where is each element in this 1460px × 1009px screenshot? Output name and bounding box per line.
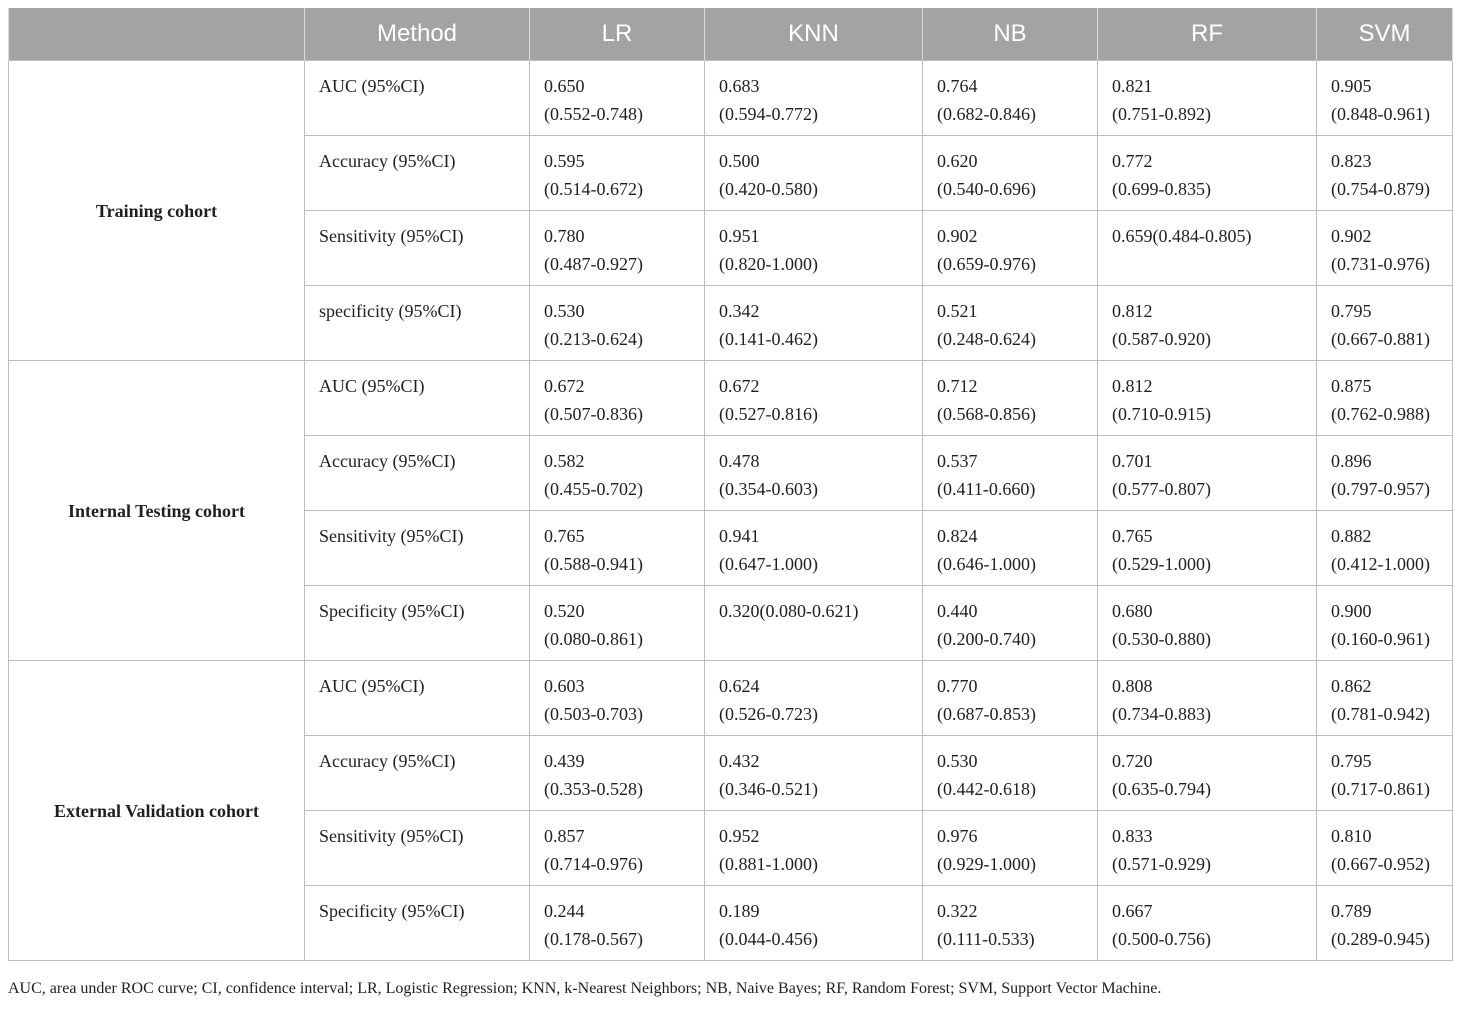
metric-value: 0.772	[1112, 151, 1153, 171]
metric-value: 0.342	[719, 301, 760, 321]
confidence-interval: (0.588-0.941)	[544, 554, 643, 574]
value-cell	[1317, 661, 1453, 736]
metric-value: 0.530	[544, 301, 585, 321]
metric-value: 0.824	[937, 526, 978, 546]
value-cell	[530, 286, 705, 361]
metric-value: 0.765	[544, 526, 585, 546]
value-cell	[530, 511, 705, 586]
confidence-interval: (0.213-0.624)	[544, 329, 643, 349]
confidence-interval: (0.552-0.748)	[544, 104, 643, 124]
metric-value: 0.862	[1331, 676, 1372, 696]
value-cell	[923, 586, 1098, 661]
metric-value: 0.595	[544, 151, 585, 171]
confidence-interval: (0.571-0.929)	[1112, 854, 1211, 874]
metric-value: 0.795	[1331, 301, 1372, 321]
metric-label: AUC (95%CI)	[305, 661, 530, 736]
confidence-interval: (0.714-0.976)	[544, 854, 643, 874]
value-cell	[1317, 61, 1453, 136]
confidence-interval: (0.178-0.567)	[544, 929, 643, 949]
value-cell	[1317, 361, 1453, 436]
confidence-interval: (0.514-0.672)	[544, 179, 643, 199]
metric-value: 0.780	[544, 226, 585, 246]
value-cell	[1098, 61, 1317, 136]
value-cell	[1317, 811, 1453, 886]
confidence-interval: (0.667-0.952)	[1331, 854, 1430, 874]
metric-value: 0.795	[1331, 751, 1372, 771]
value-cell	[1098, 661, 1317, 736]
value-cell	[1098, 436, 1317, 511]
metric-label: Accuracy (95%CI)	[305, 436, 530, 511]
header-rf: RF	[1098, 8, 1317, 61]
metric-value: 0.603	[544, 676, 585, 696]
confidence-interval: (0.577-0.807)	[1112, 479, 1211, 499]
value-cell	[923, 211, 1098, 286]
confidence-interval: (0.507-0.836)	[544, 404, 643, 424]
value-cell	[530, 811, 705, 886]
value-cell	[923, 886, 1098, 961]
value-cell	[705, 211, 923, 286]
metric-value: 0.789	[1331, 901, 1372, 921]
table-body	[9, 61, 1453, 961]
metric-value: 0.808	[1112, 676, 1153, 696]
value-cell	[1317, 286, 1453, 361]
confidence-interval: (0.659-0.976)	[937, 254, 1036, 274]
metric-value: 0.521	[937, 301, 978, 321]
metric-value: 0.320(0.080-0.621)	[719, 601, 859, 621]
metric-value: 0.764	[937, 76, 978, 96]
confidence-interval: (0.734-0.883)	[1112, 704, 1211, 724]
value-cell	[530, 661, 705, 736]
metric-value: 0.812	[1112, 376, 1153, 396]
value-cell	[1098, 211, 1317, 286]
value-cell	[923, 511, 1098, 586]
value-cell	[923, 661, 1098, 736]
metric-value: 0.810	[1331, 826, 1372, 846]
metric-value: 0.951	[719, 226, 760, 246]
metric-value: 0.680	[1112, 601, 1153, 621]
table-footnote: AUC, area under ROC curve; CI, confidence interval; LR, Logistic Regression; KNN, k-Nearest Neighbors; NB, Naive Bayes; RF, Random Forest; SVM, Support Vector Machine.	[8, 980, 1162, 997]
value-cell	[1098, 736, 1317, 811]
confidence-interval: (0.635-0.794)	[1112, 779, 1211, 799]
metric-value: 0.896	[1331, 451, 1372, 471]
metric-label: Sensitivity (95%CI)	[305, 511, 530, 586]
value-cell	[530, 436, 705, 511]
value-cell	[705, 61, 923, 136]
metric-value: 0.952	[719, 826, 760, 846]
header-blank	[9, 8, 305, 61]
metric-value: 0.500	[719, 151, 760, 171]
value-cell	[1317, 211, 1453, 286]
cohort-label: Internal Testing cohort	[9, 361, 305, 661]
metric-value: 0.976	[937, 826, 978, 846]
confidence-interval: (0.200-0.740)	[937, 629, 1036, 649]
cohort-label: Training cohort	[9, 61, 305, 361]
value-cell	[705, 886, 923, 961]
metric-label: AUC (95%CI)	[305, 61, 530, 136]
value-cell	[530, 361, 705, 436]
confidence-interval: (0.353-0.528)	[544, 779, 643, 799]
metric-value: 0.432	[719, 751, 760, 771]
results-table	[8, 8, 1453, 961]
confidence-interval: (0.594-0.772)	[719, 104, 818, 124]
value-cell	[1098, 511, 1317, 586]
table-row	[9, 61, 1453, 136]
metric-value: 0.440	[937, 601, 978, 621]
confidence-interval: (0.044-0.456)	[719, 929, 818, 949]
metric-value: 0.765	[1112, 526, 1153, 546]
metric-value: 0.582	[544, 451, 585, 471]
confidence-interval: (0.710-0.915)	[1112, 404, 1211, 424]
confidence-interval: (0.354-0.603)	[719, 479, 818, 499]
value-cell	[530, 136, 705, 211]
value-cell	[1098, 361, 1317, 436]
metric-value: 0.667	[1112, 901, 1153, 921]
value-cell	[530, 586, 705, 661]
confidence-interval: (0.442-0.618)	[937, 779, 1036, 799]
metric-value: 0.672	[719, 376, 760, 396]
confidence-interval: (0.141-0.462)	[719, 329, 818, 349]
confidence-interval: (0.529-1.000)	[1112, 554, 1211, 574]
metric-value: 0.672	[544, 376, 585, 396]
value-cell	[530, 886, 705, 961]
confidence-interval: (0.647-1.000)	[719, 554, 818, 574]
metric-value: 0.659(0.484-0.805)	[1112, 226, 1252, 246]
metric-value: 0.770	[937, 676, 978, 696]
confidence-interval: (0.503-0.703)	[544, 704, 643, 724]
confidence-interval: (0.346-0.521)	[719, 779, 818, 799]
metric-label: Sensitivity (95%CI)	[305, 811, 530, 886]
metric-value: 0.530	[937, 751, 978, 771]
confidence-interval: (0.781-0.942)	[1331, 704, 1430, 724]
value-cell	[705, 436, 923, 511]
metric-value: 0.189	[719, 901, 760, 921]
value-cell	[530, 211, 705, 286]
metric-value: 0.650	[544, 76, 585, 96]
metric-value: 0.812	[1112, 301, 1153, 321]
confidence-interval: (0.717-0.861)	[1331, 779, 1430, 799]
value-cell	[923, 61, 1098, 136]
table-header	[9, 8, 1453, 61]
confidence-interval: (0.687-0.853)	[937, 704, 1036, 724]
value-cell	[705, 286, 923, 361]
value-cell	[923, 736, 1098, 811]
metric-value: 0.620	[937, 151, 978, 171]
value-cell	[923, 136, 1098, 211]
cohort-label: External Validation cohort	[9, 661, 305, 961]
metric-value: 0.683	[719, 76, 760, 96]
confidence-interval: (0.487-0.927)	[544, 254, 643, 274]
metric-value: 0.857	[544, 826, 585, 846]
confidence-interval: (0.646-1.000)	[937, 554, 1036, 574]
metric-value: 0.821	[1112, 76, 1153, 96]
confidence-interval: (0.540-0.696)	[937, 179, 1036, 199]
confidence-interval: (0.820-1.000)	[719, 254, 818, 274]
confidence-interval: (0.527-0.816)	[719, 404, 818, 424]
value-cell	[530, 736, 705, 811]
value-cell	[1098, 886, 1317, 961]
metric-label: Accuracy (95%CI)	[305, 736, 530, 811]
confidence-interval: (0.682-0.846)	[937, 104, 1036, 124]
confidence-interval: (0.797-0.957)	[1331, 479, 1430, 499]
header-row	[9, 8, 1453, 61]
confidence-interval: (0.731-0.976)	[1331, 254, 1430, 274]
header-knn: KNN	[705, 8, 923, 61]
metric-label: Specificity (95%CI)	[305, 886, 530, 961]
value-cell	[1317, 586, 1453, 661]
value-cell	[923, 286, 1098, 361]
value-cell	[1317, 436, 1453, 511]
value-cell	[1098, 811, 1317, 886]
value-cell	[1098, 586, 1317, 661]
confidence-interval: (0.248-0.624)	[937, 329, 1036, 349]
metric-value: 0.823	[1331, 151, 1372, 171]
metric-value: 0.537	[937, 451, 978, 471]
metric-value: 0.900	[1331, 601, 1372, 621]
value-cell	[705, 811, 923, 886]
value-cell	[1317, 736, 1453, 811]
value-cell	[1317, 511, 1453, 586]
confidence-interval: (0.526-0.723)	[719, 704, 818, 724]
value-cell	[705, 361, 923, 436]
confidence-interval: (0.929-1.000)	[937, 854, 1036, 874]
metric-value: 0.902	[1331, 226, 1372, 246]
header-method: Method	[305, 8, 530, 61]
metric-value: 0.882	[1331, 526, 1372, 546]
confidence-interval: (0.568-0.856)	[937, 404, 1036, 424]
confidence-interval: (0.500-0.756)	[1112, 929, 1211, 949]
metric-value: 0.720	[1112, 751, 1153, 771]
value-cell	[705, 511, 923, 586]
confidence-interval: (0.420-0.580)	[719, 179, 818, 199]
metric-value: 0.833	[1112, 826, 1153, 846]
metric-value: 0.875	[1331, 376, 1372, 396]
confidence-interval: (0.411-0.660)	[937, 479, 1036, 499]
metric-value: 0.701	[1112, 451, 1153, 471]
metric-value: 0.244	[544, 901, 585, 921]
confidence-interval: (0.754-0.879)	[1331, 179, 1430, 199]
header-lr: LR	[530, 8, 705, 61]
value-cell	[705, 736, 923, 811]
value-cell	[705, 136, 923, 211]
metric-label: Accuracy (95%CI)	[305, 136, 530, 211]
confidence-interval: (0.848-0.961)	[1331, 104, 1430, 124]
value-cell	[923, 436, 1098, 511]
confidence-interval: (0.111-0.533)	[937, 929, 1035, 949]
confidence-interval: (0.587-0.920)	[1112, 329, 1211, 349]
metric-value: 0.902	[937, 226, 978, 246]
metric-label: Sensitivity (95%CI)	[305, 211, 530, 286]
metric-value: 0.941	[719, 526, 760, 546]
value-cell	[1317, 886, 1453, 961]
confidence-interval: (0.667-0.881)	[1331, 329, 1430, 349]
confidence-interval: (0.881-1.000)	[719, 854, 818, 874]
metric-label: Specificity (95%CI)	[305, 586, 530, 661]
confidence-interval: (0.160-0.961)	[1331, 629, 1430, 649]
table-row	[9, 361, 1453, 436]
value-cell	[923, 361, 1098, 436]
metric-value: 0.712	[937, 376, 978, 396]
value-cell	[1317, 136, 1453, 211]
value-cell	[530, 61, 705, 136]
value-cell	[705, 661, 923, 736]
metric-value: 0.624	[719, 676, 760, 696]
metric-label: specificity (95%CI)	[305, 286, 530, 361]
metric-value: 0.322	[937, 901, 978, 921]
confidence-interval: (0.289-0.945)	[1331, 929, 1430, 949]
confidence-interval: (0.530-0.880)	[1112, 629, 1211, 649]
metric-label: AUC (95%CI)	[305, 361, 530, 436]
table-row	[9, 661, 1453, 736]
confidence-interval: (0.412-1.000)	[1331, 554, 1430, 574]
value-cell	[705, 586, 923, 661]
metric-value: 0.439	[544, 751, 585, 771]
confidence-interval: (0.751-0.892)	[1112, 104, 1211, 124]
value-cell	[923, 811, 1098, 886]
value-cell	[1098, 136, 1317, 211]
metric-value: 0.905	[1331, 76, 1372, 96]
metric-value: 0.520	[544, 601, 585, 621]
metric-value: 0.478	[719, 451, 760, 471]
confidence-interval: (0.699-0.835)	[1112, 179, 1211, 199]
confidence-interval: (0.455-0.702)	[544, 479, 643, 499]
confidence-interval: (0.080-0.861)	[544, 629, 643, 649]
header-nb: NB	[923, 8, 1098, 61]
value-cell	[1098, 286, 1317, 361]
confidence-interval: (0.762-0.988)	[1331, 404, 1430, 424]
header-svm: SVM	[1317, 8, 1453, 61]
